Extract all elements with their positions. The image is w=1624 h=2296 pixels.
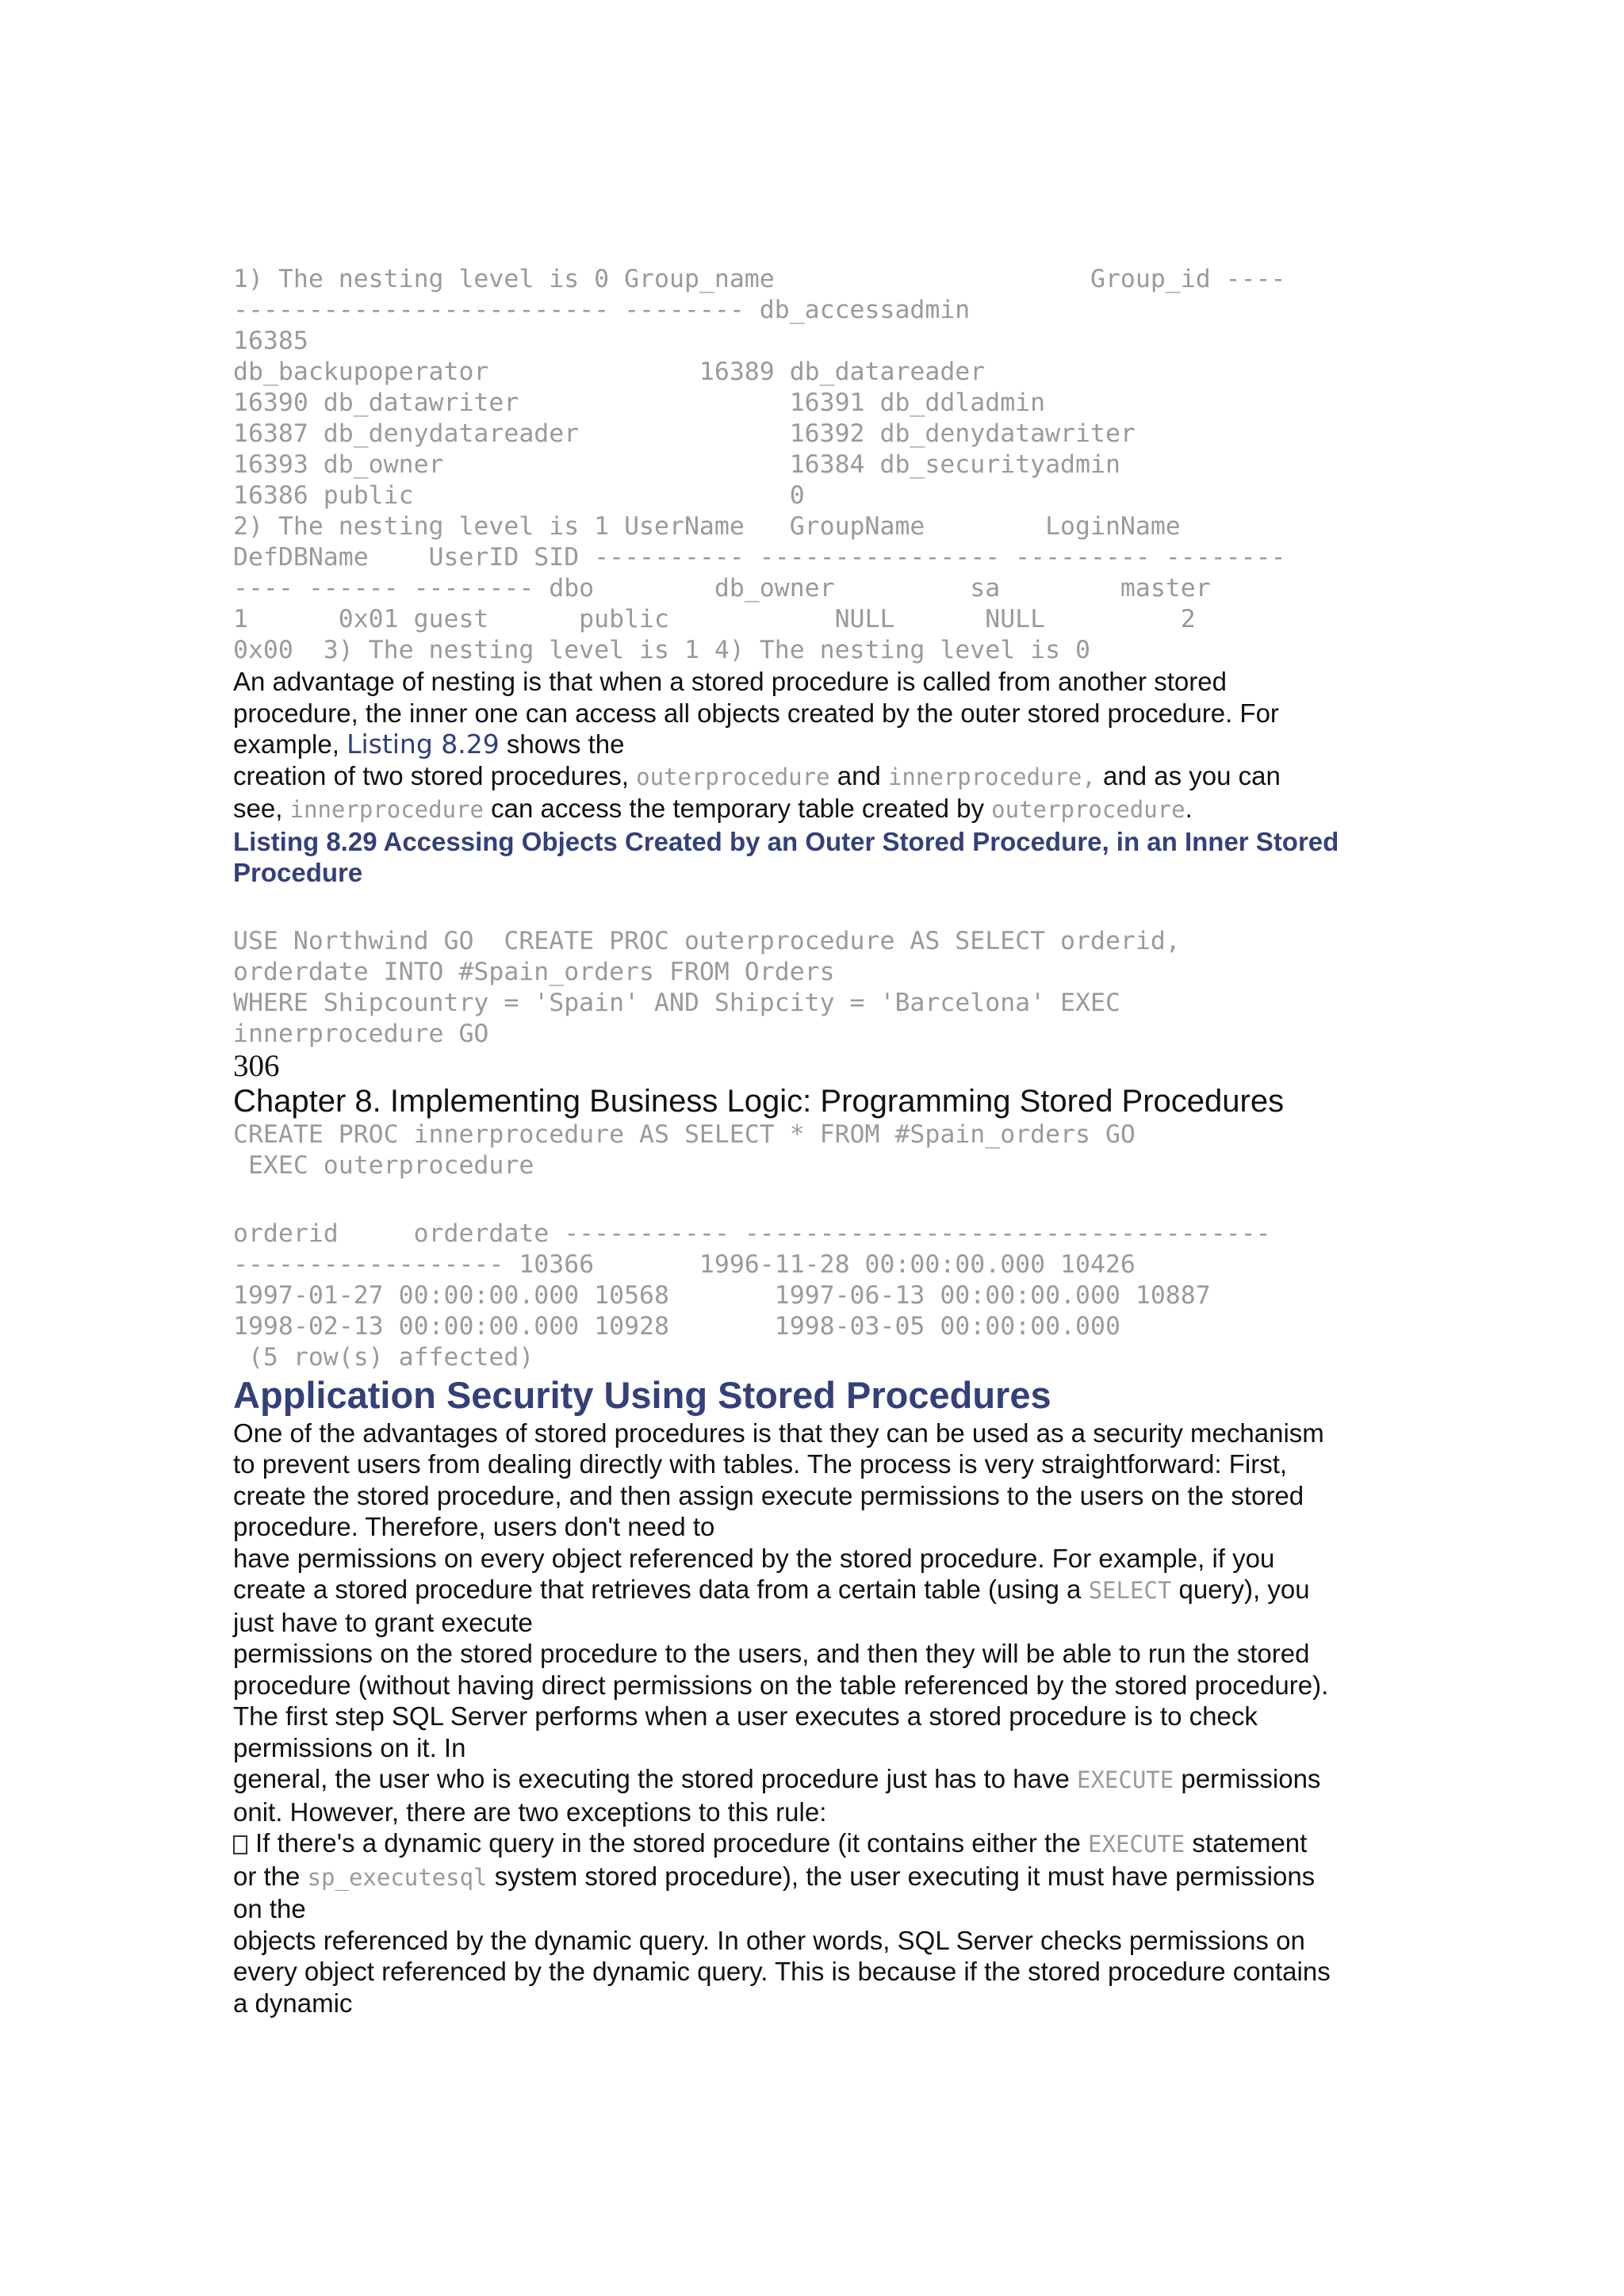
output-line: 1) The nesting level is 0 Group_name Group_id ----	[233, 265, 1286, 293]
text-fragment: creation of two stored procedures,	[233, 760, 637, 790]
text-line: objects referenced by the dynamic query. In other words, SQL Server checks permissions on	[233, 1925, 1305, 1955]
bullet-item-dynamic-query	[233, 1827, 1391, 2019]
chapter-running-header: Chapter 8. Implementing Business Logic: Programming Stored Procedures	[233, 1083, 1285, 1119]
output-line: 16393 db_owner 16384 db_securityadmin	[233, 450, 1120, 479]
text-line: The first step SQL Server performs when a user executes a stored procedure is to check	[233, 1701, 1258, 1731]
text-line: have permissions on every object referenced by the stored procedure. For example, if you	[233, 1543, 1275, 1573]
code-line: CREATE PROC innerprocedure AS SELECT * FROM #Spain_orders GO	[233, 1119, 1136, 1149]
inline-code: outerprocedure	[636, 763, 830, 790]
inline-code: sp_executesql	[307, 1863, 488, 1891]
text-line	[233, 793, 1391, 826]
paragraph-nesting-advantage	[233, 666, 1391, 826]
text-line: permissions on it. In	[233, 1732, 466, 1762]
query-output-orders	[233, 1219, 1391, 1373]
output-line: 16387 db_denydatareader 16392 db_denydatawriter	[233, 419, 1136, 448]
output-line: 16390 db_datawriter 16391 db_ddladmin	[233, 388, 1046, 417]
output-line: ------------------ 10366 1996-11-28 00:00:00.000 10426	[233, 1249, 1136, 1279]
text-line	[233, 1574, 1391, 1607]
text-fragment: and	[829, 760, 888, 790]
spacer	[233, 1181, 1391, 1219]
text-fragment: system stored procedure), the user executing it must have permissions	[487, 1861, 1316, 1891]
text-fragment: statement	[1185, 1828, 1308, 1858]
output-line: 1998-02-13 00:00:00.000 10928 1998-03-05 00:00:00.000	[233, 1311, 1120, 1341]
spacer	[233, 889, 1391, 926]
text-line: An advantage of nesting is that when a stored procedure is called from another stored	[233, 667, 1227, 696]
inline-code: EXECUTE	[1088, 1831, 1185, 1858]
text-fragment: permissions	[1174, 1764, 1321, 1793]
output-line: 1 0x01 guest public NULL NULL 2	[233, 605, 1196, 633]
code-listing-innerprocedure	[233, 1119, 1391, 1181]
inline-code: outerprocedure	[991, 796, 1185, 823]
caption-line: Listing 8.29 Accessing Objects Created by an Outer Stored Procedure, in an Inner Stored	[233, 826, 1339, 856]
text-fragment: see,	[233, 794, 290, 823]
listing-caption	[233, 826, 1391, 889]
text-fragment: can access the temporary table created by	[483, 794, 992, 823]
text-line	[233, 1827, 1391, 1861]
text-fragment: query), you	[1171, 1575, 1310, 1604]
output-line: 16386 public 0	[233, 481, 805, 510]
page-number: 306	[233, 1048, 280, 1083]
text-line: on the	[233, 1894, 306, 1923]
text-line: onit. However, there are two exceptions to this rule:	[233, 1797, 827, 1827]
document-page	[233, 264, 1391, 2019]
code-line: innerprocedure GO	[233, 1019, 489, 1048]
output-line: 16385	[233, 327, 308, 355]
code-line: USE Northwind GO CREATE PROC outerprocedure AS SELECT orderid,	[233, 926, 1181, 955]
text-line	[233, 760, 1391, 794]
text-fragment: general, the user who is executing the stored procedure just has to have	[233, 1764, 1077, 1793]
text-fragment: .	[1185, 794, 1193, 823]
output-line: 1997-01-27 00:00:00.000 10568 1997-06-13 00:00:00.000 10887	[233, 1280, 1211, 1310]
text-line: procedure (without having direct permissions on the table referenced by the stored procedure).	[233, 1670, 1329, 1700]
text-line: permissions on the stored procedure to the users, and then they will be able to run the stored	[233, 1639, 1310, 1668]
inline-code: SELECT	[1088, 1577, 1172, 1604]
output-line: db_backupoperator 16389 db_datareader	[233, 358, 986, 386]
inline-code: innerprocedure	[289, 796, 484, 823]
output-line: 2) The nesting level is 1 UserName GroupName LoginName	[233, 512, 1181, 541]
text-line	[233, 1763, 1391, 1797]
text-fragment: example,	[233, 729, 347, 759]
code-line: EXEC outerprocedure	[233, 1150, 534, 1180]
inline-code: EXECUTE	[1076, 1766, 1174, 1793]
output-line: DefDBName UserID SID ---------- ---------------- --------- --------	[233, 543, 1286, 572]
text-line: One of the advantages of stored procedures is that they can be used as a security mechanism	[233, 1418, 1324, 1448]
code-line: WHERE Shipcountry = 'Spain' AND Shipcity = 'Barcelona' EXEC	[233, 988, 1120, 1017]
output-line: ------------------------- -------- db_accessadmin	[233, 296, 971, 324]
text-fragment: create a stored procedure that retrieves data from a certain table (using a	[233, 1575, 1089, 1604]
text-fragment: shows the	[499, 729, 625, 759]
output-line: orderid orderdate ----------- -----------------------------------	[233, 1219, 1271, 1248]
paragraph-application-security	[233, 1418, 1391, 1828]
bullet-icon	[233, 1835, 247, 1854]
text-line: procedure, the inner one can access all objects created by the outer stored procedure. For	[233, 698, 1279, 728]
query-output-nesting-levels	[233, 264, 1391, 666]
code-listing-outerprocedure	[233, 926, 1391, 1050]
code-line: orderdate INTO #Spain_orders FROM Orders	[233, 957, 835, 986]
text-line: to prevent users from dealing directly with tables. The process is very straightforward: First,	[233, 1449, 1288, 1479]
text-line	[233, 1861, 1391, 1894]
text-line	[233, 729, 1391, 760]
caption-line: Procedure	[233, 858, 363, 887]
text-line: create the stored procedure, and then assign execute permissions to the users on the stored	[233, 1480, 1304, 1510]
text-fragment: If there's a dynamic query in the stored procedure (it contains either the	[255, 1828, 1089, 1858]
output-line: (5 row(s) affected)	[233, 1342, 534, 1372]
section-heading: Application Security Using Stored Procedures	[233, 1373, 1051, 1416]
text-line: procedure. Therefore, users don't need to	[233, 1512, 715, 1541]
listing-cross-reference-link[interactable]: Listing 8.29	[347, 729, 500, 760]
text-line: just have to grant execute	[233, 1607, 533, 1637]
output-line: 0x00 3) The nesting level is 1 4) The nesting level is 0	[233, 636, 1090, 664]
text-line: a dynamic	[233, 1988, 353, 2018]
text-fragment: and as you can	[1095, 760, 1281, 790]
inline-code: innerprocedure,	[887, 763, 1096, 790]
text-line: every object referenced by the dynamic query. This is because if the stored procedure contains	[233, 1957, 1331, 1986]
output-line: ---- ------ -------- dbo db_owner sa master	[233, 574, 1211, 603]
text-fragment: or the	[233, 1861, 308, 1891]
